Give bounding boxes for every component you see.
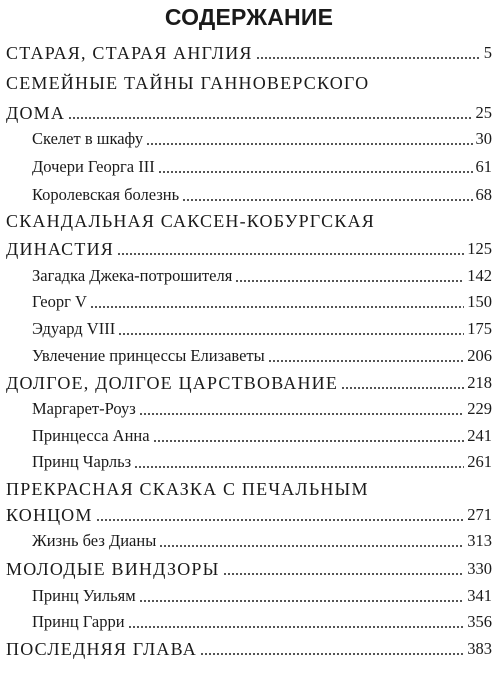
toc-chapter-entry <box>6 370 492 394</box>
toc-page-number: 142 <box>467 266 492 285</box>
toc-entry-title: ПОСЛЕДНЯЯ ГЛАВА <box>6 639 197 659</box>
toc-entry-title: Принцесса Анна <box>32 426 150 445</box>
toc-page-number: 61 <box>475 157 492 176</box>
dot-leader <box>256 57 481 59</box>
toc-chapter-entry <box>6 476 492 500</box>
toc-entry-title: ПРЕКРАСНАЯ СКАЗКА С ПЕЧАЛЬНЫМ <box>6 479 369 499</box>
dot-leader <box>146 143 472 145</box>
toc-entry-title: ДОМА <box>6 103 66 123</box>
dot-leader <box>200 653 464 655</box>
toc-chapter-entry <box>6 556 492 580</box>
toc-entry-title: Принц Гарри <box>32 612 125 631</box>
toc-entry-title: Загадка Джека-потрошителя <box>32 266 233 285</box>
toc-entry-title: КОНЦОМ <box>6 505 93 525</box>
toc-page-number: 356 <box>467 612 492 631</box>
toc-entry-title: Принц Уильям <box>32 586 136 605</box>
toc-page-number: 30 <box>475 129 492 148</box>
toc-subentry <box>32 154 492 178</box>
toc-entry-title: Увлечение принцессы Елизаветы <box>32 346 265 365</box>
toc-page-number: 150 <box>467 292 492 311</box>
dot-leader <box>90 306 464 308</box>
toc-entry-title: Георг V <box>32 292 87 311</box>
toc-page-number: 218 <box>467 373 492 392</box>
toc-subentry <box>32 126 492 150</box>
toc-entry-title: СТАРАЯ, СТАРАЯ АНГЛИЯ <box>6 43 253 63</box>
toc-subentry <box>32 583 492 607</box>
dot-leader <box>235 280 464 282</box>
dot-leader <box>134 466 464 468</box>
dot-leader <box>223 573 465 575</box>
dot-leader <box>182 199 472 201</box>
toc-entry-title: СКАНДАЛЬНАЯ САКСЕН-КОБУРГСКАЯ <box>6 211 375 231</box>
toc-chapter-entry <box>6 40 492 64</box>
toc-page-number: 383 <box>467 639 492 658</box>
toc-subentry <box>32 423 492 447</box>
toc-page-number: 330 <box>467 559 492 578</box>
toc-subentry <box>32 396 492 420</box>
toc-chapter-entry <box>6 208 492 232</box>
toc-subentry <box>32 528 492 552</box>
toc-chapter-entry <box>6 636 492 660</box>
toc-entry-title: Королевская болезнь <box>32 185 180 204</box>
toc-chapter-entry <box>6 502 492 526</box>
toc-page-number: 261 <box>467 452 492 471</box>
toc-subentry <box>32 343 492 367</box>
dot-leader <box>139 600 465 602</box>
toc-subentry <box>32 609 492 633</box>
toc-entry-title: Жизнь без Дианы <box>32 531 157 550</box>
toc-subentry <box>32 182 492 206</box>
toc-page-number: 229 <box>467 399 492 418</box>
dot-leader <box>68 117 472 119</box>
toc-entry-title: ДИНАСТИЯ <box>6 239 114 259</box>
toc-subentry <box>32 289 492 313</box>
toc-entry-title: МОЛОДЫЕ ВИНДЗОРЫ <box>6 559 220 579</box>
toc-subentry <box>32 449 492 473</box>
toc-chapter-entry <box>6 70 492 94</box>
toc-page-number: 68 <box>475 185 492 204</box>
dot-leader <box>117 253 464 255</box>
toc-subentry <box>32 316 492 340</box>
toc-page-number: 271 <box>467 505 492 524</box>
toc-page-number: 241 <box>467 426 492 445</box>
toc-chapter-entry <box>6 100 492 124</box>
dot-leader <box>96 519 465 521</box>
toc-entry-title: Скелет в шкафу <box>32 129 144 148</box>
toc-page-number: 125 <box>467 239 492 258</box>
toc-entry-title: Дочери Георга III <box>32 157 155 176</box>
toc-page-number: 313 <box>467 531 492 550</box>
toc-entry-title: Эдуард VIII <box>32 319 116 338</box>
toc-page-number: 25 <box>475 103 492 122</box>
dot-leader <box>128 626 465 628</box>
toc-chapter-entry <box>6 236 492 260</box>
dot-leader <box>159 545 464 547</box>
toc-entry-title: Маргарет-Роуз <box>32 399 136 418</box>
page-title: СОДЕРЖАНИЕ <box>164 4 334 30</box>
toc-subentry <box>32 263 492 287</box>
toc-page-number: 341 <box>467 586 492 605</box>
dot-leader <box>268 360 465 362</box>
toc-entry-title: Принц Чарльз <box>32 452 132 471</box>
dot-leader <box>153 440 465 442</box>
dot-leader <box>118 333 464 335</box>
dot-leader <box>139 413 464 415</box>
toc-page-number: 206 <box>467 346 492 365</box>
toc-entry-title: СЕМЕЙНЫЕ ТАЙНЫ ГАННОВЕРСКОГО <box>6 73 370 93</box>
toc-page-number: 5 <box>483 43 492 62</box>
dot-leader <box>158 171 473 173</box>
toc-entry-title: ДОЛГОЕ, ДОЛГОЕ ЦАРСТВОВАНИЕ <box>6 373 339 393</box>
toc-page-number: 175 <box>467 319 492 338</box>
dot-leader <box>341 387 464 389</box>
